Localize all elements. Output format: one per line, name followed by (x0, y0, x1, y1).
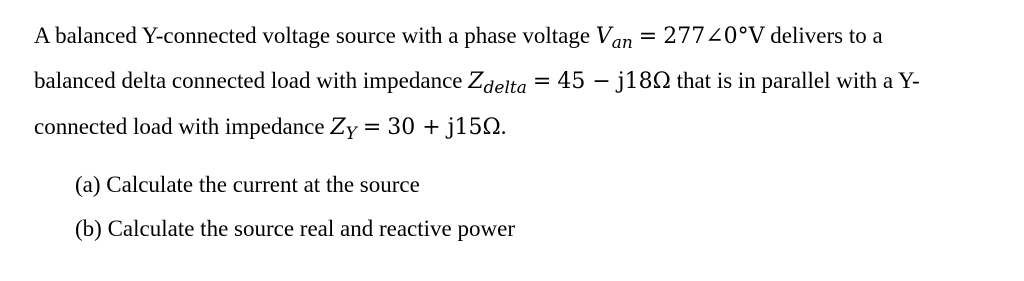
question-text: Calculate the source real and reactive power (107, 216, 515, 241)
question-label: (a) (75, 172, 101, 197)
equals-sign: = (638, 24, 658, 49)
equals-sign: = (362, 115, 382, 140)
phase-voltage-expression (595, 24, 765, 53)
line-1-tail: delivers to a (764, 23, 883, 48)
voltage-subscript: an (611, 33, 633, 53)
question-b (75, 215, 515, 243)
line-3-text: connected load with impedance (34, 114, 331, 139)
line-2-text: balanced delta connected load with impedance (34, 68, 469, 93)
equals-sign: = (532, 69, 552, 94)
line-2-tail: that is in parallel with a Y- (670, 68, 920, 93)
problem-line-3 (34, 113, 507, 143)
question-a (75, 171, 420, 199)
question-text: Calculate the current at the source (106, 172, 420, 197)
y-impedance-expression (330, 115, 501, 144)
line-1-text: A balanced Y-connected voltage source with a phase voltage (34, 23, 596, 48)
problem-line-2 (34, 67, 920, 97)
y-impedance-subscript: Y (345, 124, 357, 144)
delta-impedance-expression (468, 69, 671, 98)
delta-impedance-symbol: Z (468, 69, 484, 94)
y-impedance-symbol: Z (330, 115, 346, 140)
question-label: (b) (75, 216, 102, 241)
delta-impedance-value: 45 − j18Ω (557, 69, 671, 94)
voltage-value: 277∠0°V (663, 24, 765, 49)
line-3-tail: . (500, 114, 507, 139)
y-impedance-value: 30 + j15Ω (387, 115, 501, 140)
delta-impedance-subscript: delta (483, 78, 527, 98)
voltage-symbol: V (595, 24, 612, 49)
problem-line-1 (34, 22, 883, 52)
